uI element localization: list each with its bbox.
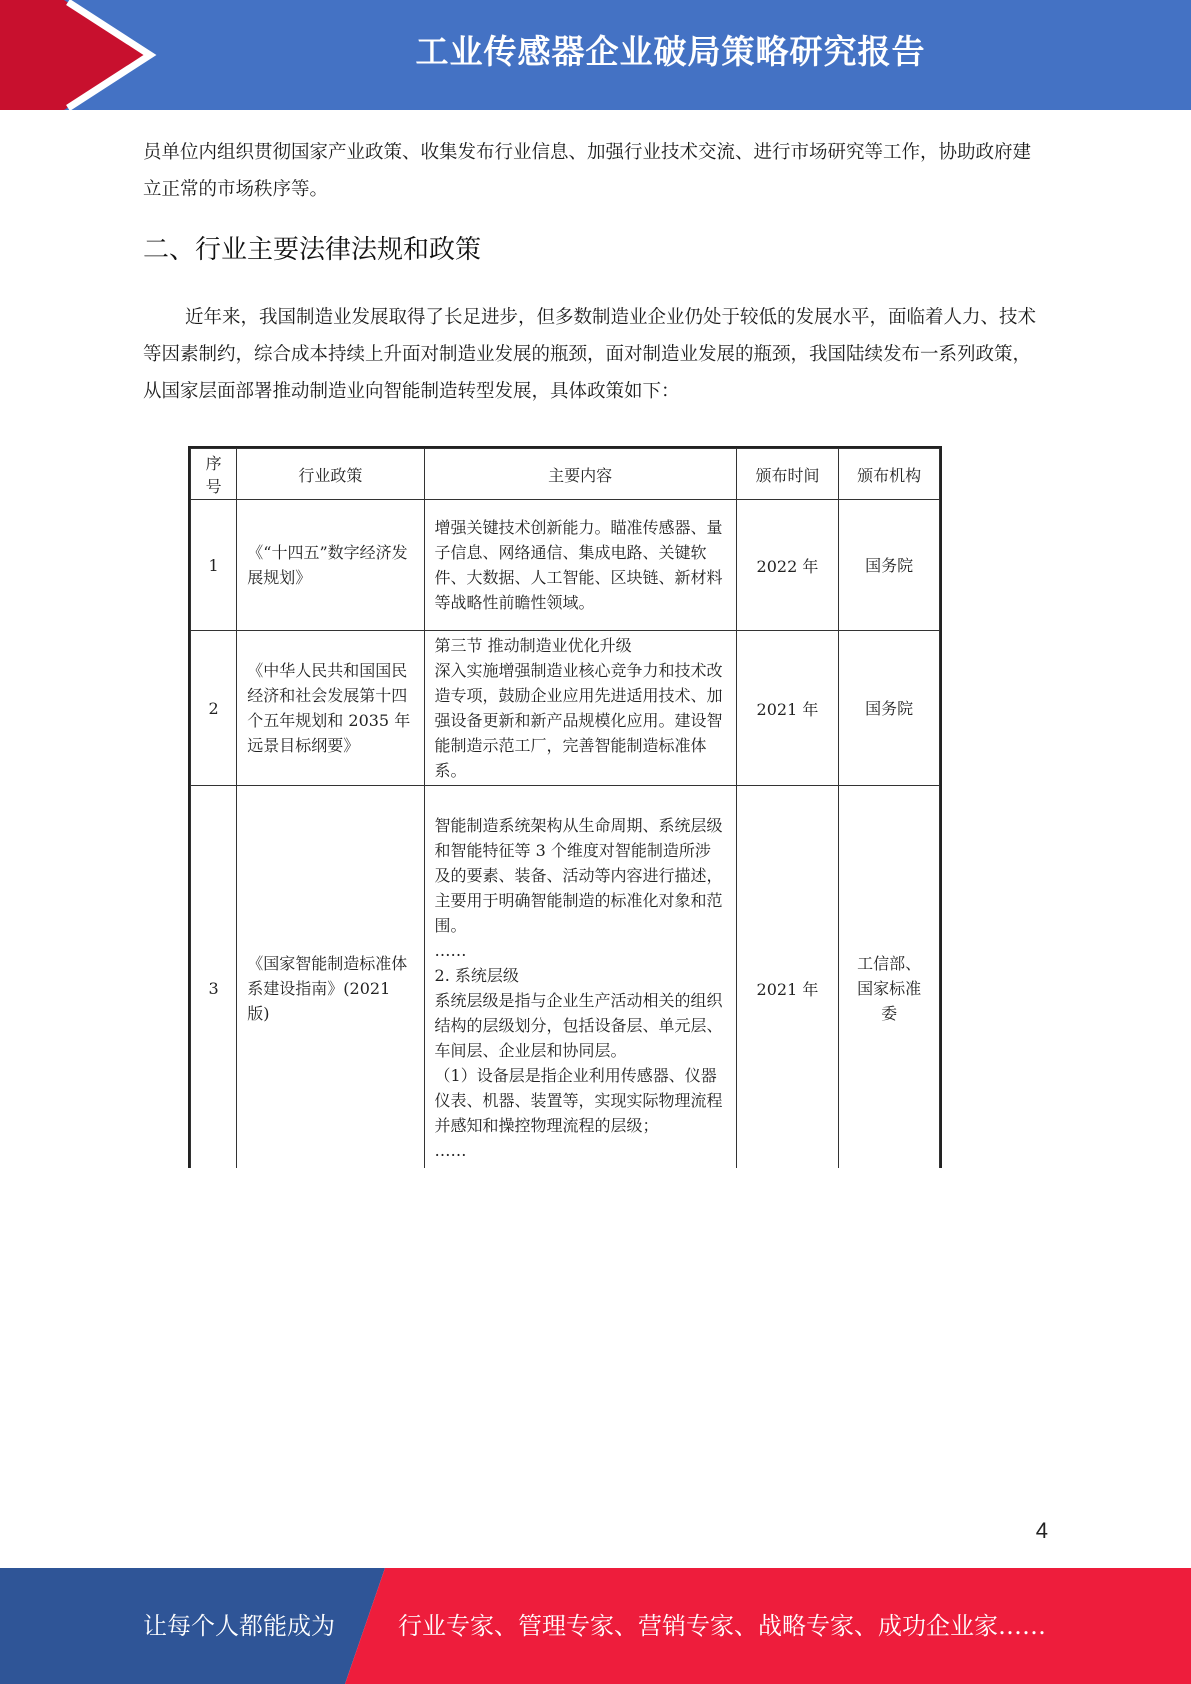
footer-slogan-right: 行业专家、管理专家、营销专家、战略专家、成功企业家…… bbox=[398, 1612, 1046, 1640]
header-index: 序号 bbox=[191, 449, 237, 500]
page-footer bbox=[0, 1568, 1191, 1684]
cell-org: 国务院 bbox=[839, 631, 940, 786]
cell-index: 3 bbox=[191, 786, 237, 1169]
cell-policy: 《国家智能制造标准体系建设指南》(2021 版) bbox=[237, 786, 424, 1169]
page-number: 4 bbox=[1035, 1518, 1048, 1543]
cell-time: 2021 年 bbox=[736, 631, 839, 786]
cell-org: 国务院 bbox=[839, 500, 940, 631]
cell-content: 第三节 推动制造业优化升级 深入实施增强制造业核心竞争力和技术改造专项，鼓励企业应用先进适用技术、加强设备更新和新产品规模化应用。建设智能制造示范工厂，完善智能制造标准体系。 bbox=[424, 631, 736, 786]
cell-policy: 《“十四五”数字经济发展规划》 bbox=[237, 500, 424, 631]
page-header bbox=[0, 0, 1191, 110]
header-policy: 行业政策 bbox=[237, 449, 424, 500]
header-org: 颁布机构 bbox=[839, 449, 940, 500]
cell-time: 2021 年 bbox=[736, 786, 839, 1169]
table-header-row bbox=[191, 449, 940, 500]
section-heading: 二、行业主要法律法规和政策 bbox=[143, 235, 482, 265]
header-content: 主要内容 bbox=[424, 449, 736, 500]
cell-time: 2022 年 bbox=[736, 500, 839, 631]
policy-table-container bbox=[188, 446, 942, 1168]
cell-policy: 《中华人民共和国国民经济和社会发展第十四个五年规划和 2035 年远景目标纲要》 bbox=[237, 631, 424, 786]
policy-table bbox=[190, 448, 940, 1168]
cell-content: 智能制造系统架构从生命周期、系统层级和智能特征等 3 个维度对智能制造所涉及的要素、装备、活动等内容进行描述，主要用于明确智能制造的标准化对象和范围。 …… 2. 系统层级 系统层级是指与企业生产活动相关的组织结构的层级划分，包括设备层、单元层、车间层、企业层和协同层。 （1）设备层是指企业利用传感器、仪器仪表、机器、装置等，实现实际物理流程并感知和操控物理流程的层级； …… bbox=[424, 786, 736, 1169]
cell-index: 1 bbox=[191, 500, 237, 631]
cell-index: 2 bbox=[191, 631, 237, 786]
table-row bbox=[191, 500, 940, 631]
report-title: 工业传感器企业破局策略研究报告 bbox=[415, 32, 926, 71]
footer-slogan-left: 让每个人都能成为 bbox=[143, 1612, 335, 1640]
table-row bbox=[191, 786, 940, 1169]
policy-paragraph: 近年来，我国制造业发展取得了长足进步，但多数制造业企业仍处于较低的发展水平，面临着人力、技术等因素制约，综合成本持续上升面对制造业发展的瓶颈，面对制造业发展的瓶颈，我国陆续发布一系列政策，从国家层面部署推动制造业向智能制造转型发展，具体政策如下： bbox=[143, 307, 1037, 402]
cell-org: 工信部、国家标准委 bbox=[839, 786, 940, 1169]
header-time: 颁布时间 bbox=[736, 449, 839, 500]
table-row bbox=[191, 631, 940, 786]
cell-content: 增强关键技术创新能力。瞄准传感器、量子信息、网络通信、集成电路、关键软件、大数据、人工智能、区块链、新材料等战略性前瞻性领域。 bbox=[424, 500, 736, 631]
intro-paragraph: 员单位内组织贯彻国家产业政策、收集发布行业信息、加强行业技术交流、进行市场研究等工作，协助政府建立正常的市场秩序等。 bbox=[143, 142, 1032, 200]
